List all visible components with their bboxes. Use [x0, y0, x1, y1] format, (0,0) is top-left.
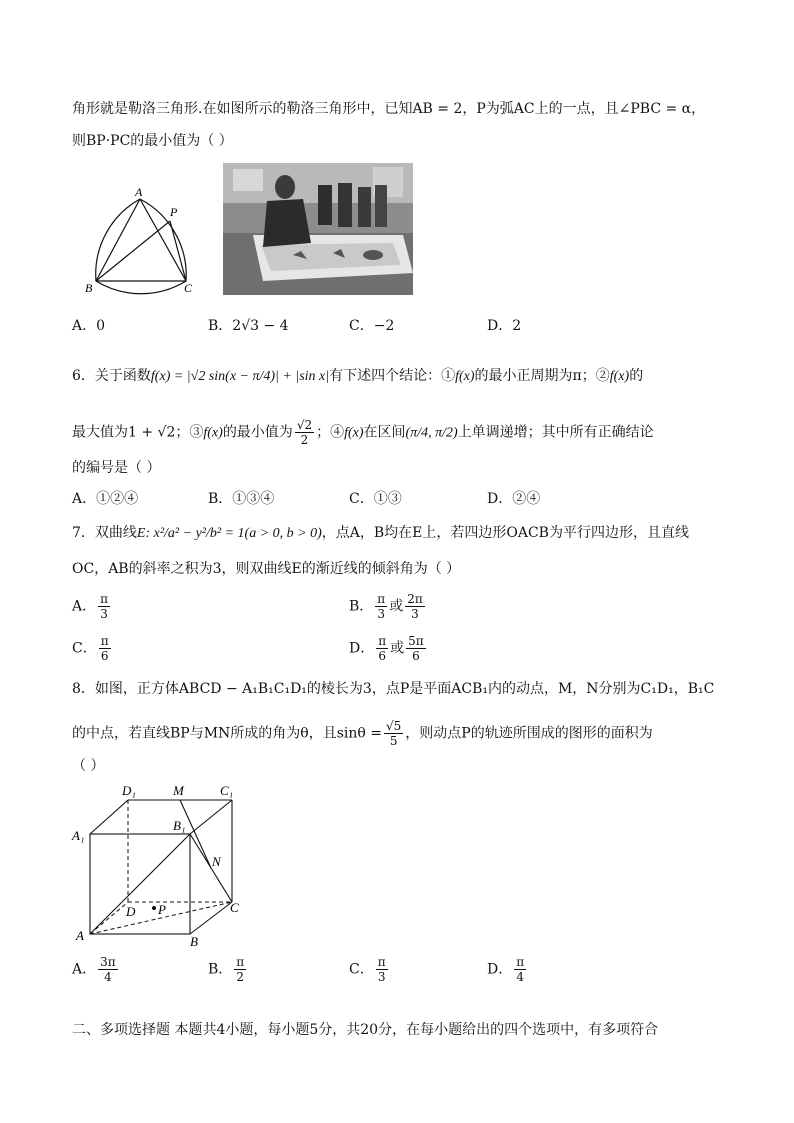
q8-option-c[interactable]: C． $\frac{\pi}{3}$ [349, 955, 386, 984]
fig8-label-b: B [190, 934, 198, 948]
fig8-label-b1: B₁ [173, 818, 186, 833]
q6-text-e: 的最小值为 [222, 424, 293, 441]
q7-option-d[interactable]: D． $\frac{\pi}{6}$ 或 $\frac{5\pi}{6}$ [349, 634, 424, 663]
q8-option-a[interactable]: A． $\frac{3\pi}{4}$ [72, 955, 116, 984]
q6-text-d: 最大值为1 + √2；③ [72, 424, 204, 441]
q5-option-d[interactable]: D．2 [487, 318, 522, 334]
q6-option-c[interactable]: C．①③ [349, 491, 402, 507]
q6-line2 [72, 418, 654, 447]
q6-fraction: $\frac{√2}{2}$ [296, 418, 313, 447]
fig5-label-a: A [135, 185, 143, 199]
q5-option-c[interactable]: C．−2 [349, 318, 395, 334]
q6-interval: (π/4, π/2) [405, 425, 458, 441]
q7-intro: 7．双曲线 [72, 525, 137, 541]
q6-option-d[interactable]: D．②④ [487, 491, 541, 507]
q6-intro: 6．关于函数 [72, 368, 151, 384]
q6-function: f(x) = |√2 sin(x − π/4)| + |sin x| [150, 369, 330, 384]
q5-option-a[interactable]: A．0 [72, 318, 106, 334]
fig5-label-c: C [184, 281, 193, 295]
fig8-label-c: C [230, 900, 239, 915]
q6-option-b[interactable]: B．①③④ [208, 491, 275, 507]
q5-line2: 则BP·PC的最小值为（ ） [72, 133, 233, 149]
q5-option-b[interactable]: B．2√3 − 4 [208, 318, 289, 334]
q7-line1 [72, 523, 689, 544]
q8-fraction: $\frac{√5}{5}$ [386, 719, 402, 748]
classroom-photo [223, 163, 413, 295]
q6-fx-3: f(x) [203, 425, 223, 441]
q8-text-b: ，则动点P的轨迹所围成的图形的面积为 [405, 725, 653, 742]
cube-figure [70, 780, 250, 948]
q5-line1: 角形就是勒洛三角形.在如图所示的勒洛三角形中，已知AB = 2，P为弧AC上的一点，且∠PBC = α， [72, 101, 706, 117]
q6-text-a: 有下述四个结论：① [329, 368, 456, 384]
q7-line2: OC，AB的斜率之积为3，则双曲线E的渐近线的倾斜角为（ ） [72, 561, 461, 577]
fig8-label-p: P [158, 902, 166, 917]
q7-option-a[interactable]: A． $\frac{\pi}{3}$ [72, 592, 109, 621]
section-2-heading: 二、多项选择题 本题共4小题，每小题5分，共20分，在每小题给出的四个选项中，有多项符合 [72, 1022, 659, 1038]
q6-option-a[interactable]: A．①②④ [72, 491, 139, 507]
q7-option-b[interactable]: B． $\frac{\pi}{3}$ 或 $\frac{2\pi}{3}$ [349, 592, 423, 621]
fig8-label-c1: C₁ [220, 783, 234, 798]
reuleaux-triangle-figure [82, 185, 202, 297]
q6-fx-1: f(x) [455, 369, 475, 384]
q6-text-c: 的 [629, 368, 644, 384]
q8-line3: （ ） [72, 758, 105, 774]
q8-line2 [72, 719, 653, 748]
q6-fx-2: f(x) [609, 369, 630, 384]
q6-text-h: 上单调递增；其中所有正确结论 [457, 424, 654, 441]
q6-fx-4: f(x) [344, 425, 364, 441]
q7-text-a: ，点A，B均在E上，若四边形OACB为平行四边形，且直线 [321, 525, 689, 541]
fig5-label-b: B [85, 281, 93, 295]
q8-option-b[interactable]: B． $\frac{\pi}{2}$ [208, 955, 245, 984]
fig8-label-d1: D₁ [122, 783, 136, 798]
q6-line3: 的编号是（ ） [72, 460, 161, 476]
fig5-label-p: P [170, 205, 178, 219]
q8-text-a: 的中点，若直线BP与MN所成的角为θ，且sinθ = [72, 725, 383, 742]
q8-line1: 8．如图，正方体ABCD − A₁B₁C₁D₁的棱长为3，点P是平面ACB₁内的动点，M，N分别为C₁D₁，B₁C [72, 681, 715, 697]
q6-line1 [72, 366, 643, 387]
q6-text-f: ；④ [316, 424, 345, 441]
q6-text-b: 的最小正周期为π；② [474, 368, 610, 384]
fig8-label-d: D [126, 904, 136, 919]
fig8-label-m: M [173, 783, 184, 798]
q7-option-c[interactable]: C． $\frac{\pi}{6}$ [72, 634, 109, 663]
q7-equation: E: x²/a² − y²/b² = 1(a > 0, b > 0) [136, 526, 322, 541]
q8-option-d[interactable]: D． $\frac{\pi}{4}$ [487, 955, 525, 984]
fig8-label-n: N [212, 854, 221, 869]
q6-text-g: 在区间 [363, 424, 406, 441]
fig8-label-a: A [76, 928, 84, 943]
fig8-label-a1: A₁ [72, 828, 85, 843]
